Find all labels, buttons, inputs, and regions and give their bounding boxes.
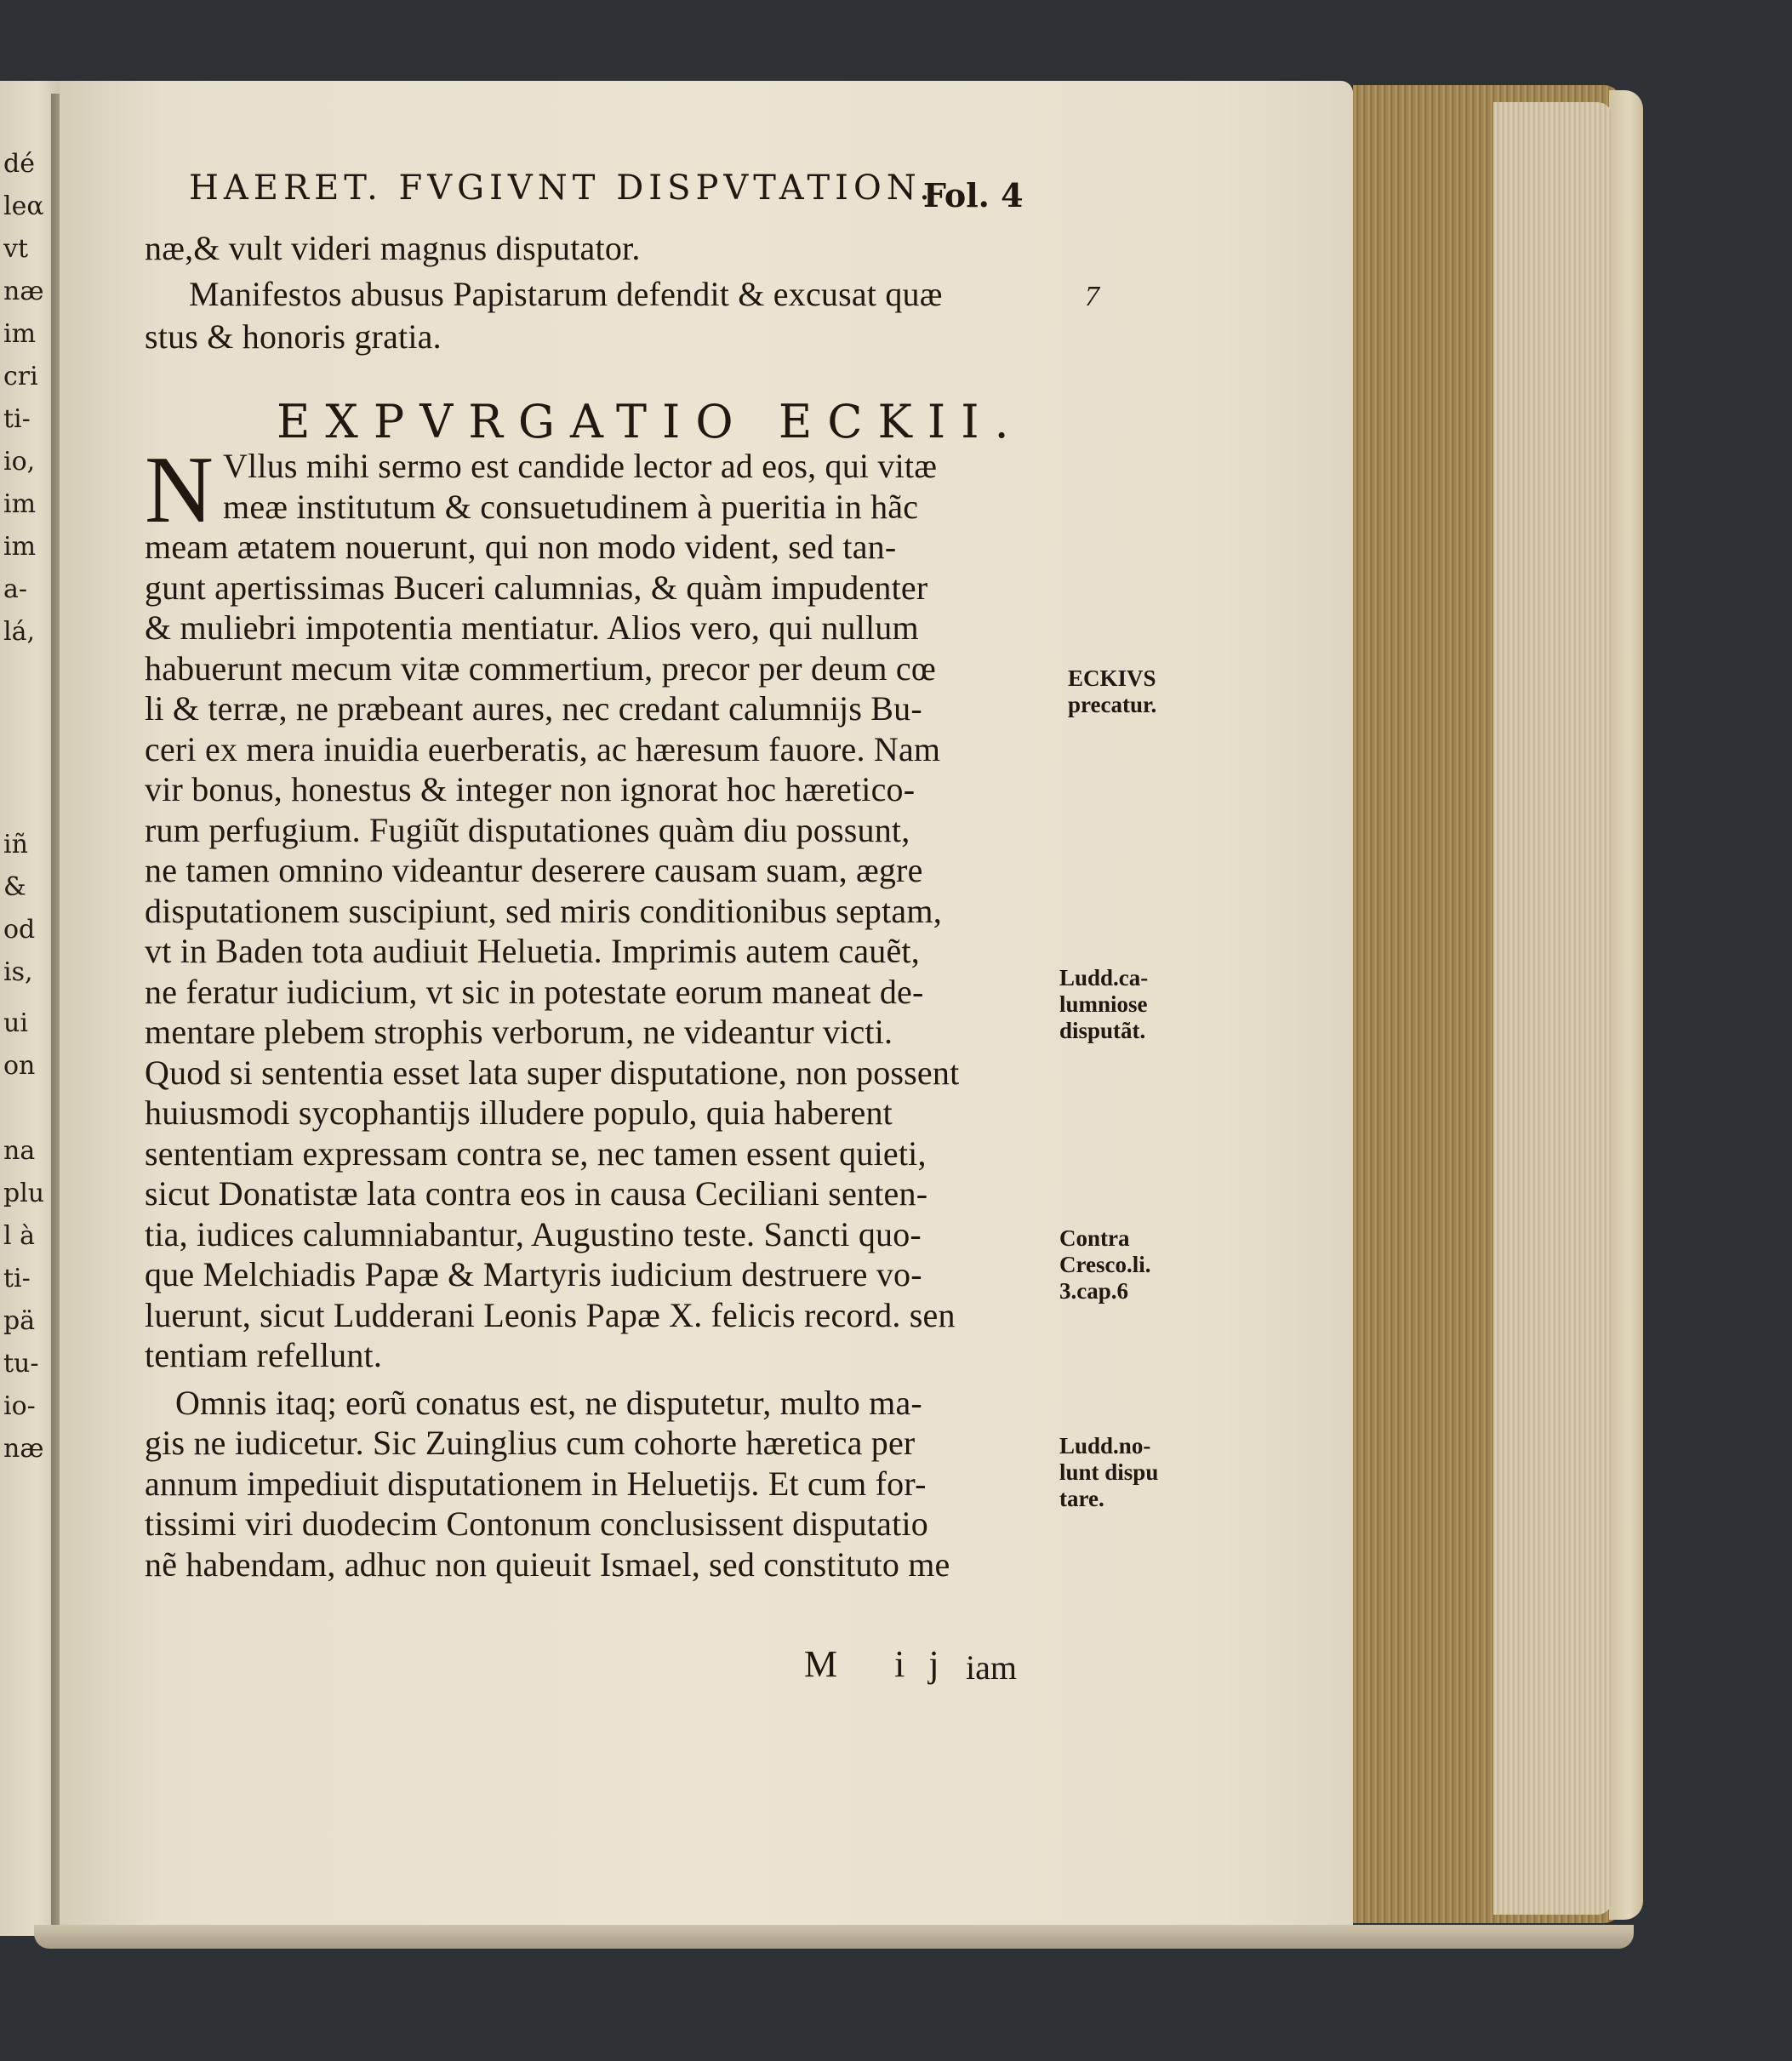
left-page-fragment: dé (3, 149, 35, 179)
left-page-fragment: næ (3, 277, 44, 306)
left-page-fragment: im (3, 489, 37, 519)
text-line: rum perfugium. Fugiũt disputationes quàm diu possunt, (145, 810, 910, 849)
text-line: tentiam refellunt. (145, 1336, 383, 1374)
left-page-fragment: leα (3, 191, 44, 221)
margin-note: Ludd.no- lunt dispu tare. (1059, 1433, 1159, 1511)
text-line: sicut Donatistæ lata contra eos in causa Ceciliani senten- (145, 1174, 928, 1213)
text-line: Omnis itaq; eorũ conatus est, ne disputetur, multo ma- (175, 1383, 922, 1422)
text-line: li & terræ, ne præbeant aures, nec credant calumnĳs Bu- (145, 689, 922, 728)
text-line: mentare plebem strophis verborum, ne videantur victi. (145, 1013, 893, 1051)
text-line: ne tamen omnino videantur deserere causam suam, ægre (145, 851, 923, 889)
text-line: vt in Baden tota audiuit Heluetia. Imprimis autem cauẽt, (145, 932, 920, 970)
left-page-fragment: io, (3, 447, 36, 477)
margin-note: Ludd.ca- lumniose disputãt. (1059, 965, 1149, 1043)
text-line: ceri ex mera inuidia euerberatis, ac hæresum fauore. Nam (145, 729, 941, 768)
left-page-fragment: ti- (3, 1264, 31, 1293)
text-line: Manifestos abusus Papistarum defendit & excusat quæ (189, 275, 943, 313)
text-line: næ,& vult videri magnus disputator. (145, 229, 641, 267)
drop-cap: N (145, 437, 214, 543)
left-page-fragment: a- (3, 574, 28, 604)
text-line: tissimi viri duodecim Contonum conclusissent disputatio (145, 1504, 928, 1543)
text-line: gis ne iudicetur. Sic Zuinglius cum cohorte hæretica per (145, 1424, 916, 1462)
text-line: vir bonus, honestus & integer non ignorat hoc hæretico- (145, 770, 916, 808)
left-page-fragment: im (3, 532, 37, 562)
left-page-fragment: & (3, 872, 26, 902)
text-line: disputationem suscipiunt, sed miris conditionibus septam, (145, 891, 942, 930)
running-head: HAERET. FVGIVNT DISPVTATION. (189, 168, 935, 208)
text-line: tia, iudices calumniabantur, Augustino teste. Sancti quo- (145, 1214, 922, 1253)
text-line: huiusmodi sycophantĳs illudere populo, quia haberent (145, 1093, 893, 1132)
text-line: Vllus mihi sermo est candide lector ad eos, qui vitæ (223, 447, 938, 485)
text-line: & muliebri impotentia mentiatur. Alios vero, qui nullum (145, 608, 919, 647)
left-page-fragment: io- (3, 1391, 36, 1421)
text-line: sententiam expressam contra se, nec tamen essent quieti, (145, 1133, 927, 1173)
folio-number: Fol. 4 (923, 176, 1024, 214)
margin-note: ECKIVS precatur. (1068, 665, 1157, 717)
text-line: meæ institutum & consuetudinem à pueritia in hãc (223, 487, 919, 526)
text-line: que Melchiadis Papæ & Martyris iudicium destruere vo- (145, 1255, 922, 1293)
left-page-fragment: on (3, 1051, 36, 1081)
left-page-fragment: is, (3, 957, 33, 987)
fore-edge-pages (1493, 102, 1612, 1915)
text-line: luerunt, sicut Ludderani Leonis Papæ X. felicis record. sen (145, 1295, 956, 1334)
signature-mark: M ij (804, 1643, 963, 1685)
margin-number: 7 (1085, 281, 1099, 312)
text-line: meam ætatem nouerunt, qui non modo vident, sed tan- (145, 528, 897, 566)
text-line: ne feratur iudicium, vt sic in potestate eorum maneat de- (145, 972, 924, 1011)
left-page-fragment: vt (3, 234, 29, 264)
section-heading: EXPVRGATIO ECKII. (277, 395, 1024, 448)
text-line: stus & honoris gratia. (145, 317, 442, 356)
left-page-fragment: ti- (3, 404, 31, 434)
text-line: Quod si sententia esset lata super disputatione, non possent (145, 1053, 960, 1092)
left-page-fragment: od (3, 915, 36, 945)
text-line: annum impediuit disputationem in Heluetĳs. Et cum for- (145, 1464, 927, 1503)
left-page-fragment: cri (3, 362, 38, 391)
left-page-fragment: næ (3, 1434, 44, 1464)
margin-note: Contra Cresco.li. 3.cap.6 (1059, 1225, 1151, 1304)
left-page-fragment: na (3, 1136, 36, 1166)
left-page-fragment: tu- (3, 1349, 39, 1379)
left-page-fragment: iñ (3, 830, 28, 859)
book-bottom-edge (34, 1925, 1634, 1949)
text-line: habuerunt mecum vitæ commertium, precor per deum cœ (145, 648, 936, 688)
left-page-fragment: lá, (3, 617, 36, 647)
catchword: iam (966, 1648, 1017, 1687)
left-page-fragment: im (3, 319, 37, 349)
left-page-fragment: pä (3, 1306, 36, 1336)
text-line: nẽ habendam, adhuc non quieuit Ismael, sed constituto me (145, 1544, 950, 1584)
left-page-fragment: ui (3, 1008, 28, 1038)
left-page-fragment: plu (3, 1179, 45, 1208)
text-line: gunt apertissimas Buceri calumnias, & quàm impudenter (145, 568, 928, 607)
left-page-fragment: l à (3, 1221, 36, 1251)
